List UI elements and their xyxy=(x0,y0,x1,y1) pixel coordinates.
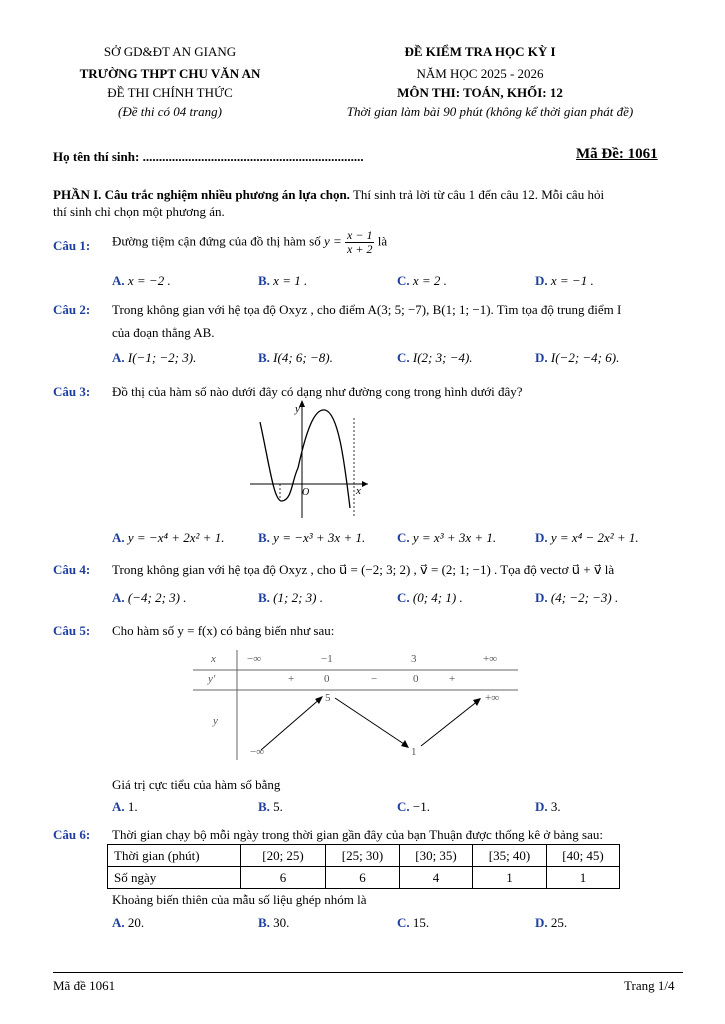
q4-option-c[interactable]: C. (0; 4; 1) . xyxy=(397,590,463,605)
q1-fraction: $\frac{x - 1}{x + 2}$ xyxy=(347,228,373,256)
q1-text: Đường tiệm cận đứng của đồ thị hàm số y = $\frac{x - 1}{x + 2}$ là xyxy=(112,228,388,256)
footer-divider xyxy=(53,972,683,973)
axis-x-label: x xyxy=(356,485,361,497)
q1-option-c[interactable]: C. x = 2 . xyxy=(397,273,447,288)
variation-table-lines xyxy=(193,650,518,760)
q5-text: Cho hàm số y = f(x) có bảng biến như sau: xyxy=(112,623,335,638)
q6-question: Khoảng biến thiên của mẫu số liệu ghép nhóm là xyxy=(112,892,367,907)
variation-table: x y' y −∞ −1 3 +∞ + 0 − 0 + 5 +∞ −∞ 1 xyxy=(193,650,518,760)
q4-option-b[interactable]: B. (1; 2; 3) . xyxy=(258,590,323,605)
part1-desc: Thí sinh trả lời từ câu 1 đến câu 12. Mỗi câu hỏi xyxy=(349,187,605,202)
q6-option-b[interactable]: B. 30. xyxy=(258,915,290,930)
exam-title: ĐỀ KIỂM TRA HỌC KỲ I xyxy=(404,44,556,59)
q5-option-d[interactable]: D. 3. xyxy=(535,799,561,814)
exam-code: Mã Đề: 1061 xyxy=(576,146,658,162)
x-axis-arrow xyxy=(362,481,368,487)
part1-title: PHẦN I. Câu trắc nghiệm nhiều phương án lựa chọn. xyxy=(53,187,350,202)
part1-desc2: thí sinh chỉ chọn một phương án. xyxy=(53,204,225,219)
footer-exam-code: Mã đề 1061 xyxy=(53,978,116,993)
q4-option-d[interactable]: D. (4; −2; −3) . xyxy=(535,590,619,605)
q3-option-c[interactable]: C. y = x³ + 3x + 1. xyxy=(397,530,497,545)
q5-option-b[interactable]: B. 5. xyxy=(258,799,283,814)
q1-option-a[interactable]: A. x = −2 . xyxy=(112,273,171,288)
time-limit: Thời gian làm bài 90 phút (không kể thời gian phát đề) xyxy=(346,104,634,119)
table-row: Thời gian (phút) [20; 25) [25; 30) [30; 35) [35; 40) [40; 45) xyxy=(108,845,620,867)
footer-page-number: Trang 1/4 xyxy=(624,978,675,993)
origin-label: O xyxy=(302,487,310,498)
axis-y-label: y xyxy=(295,403,300,415)
q6-option-d[interactable]: D. 25. xyxy=(535,915,568,930)
dept-name: SỞ GD&ĐT AN GIANG xyxy=(103,44,237,59)
q1-option-d[interactable]: D. x = −1 . xyxy=(535,273,594,288)
q4-option-a[interactable]: A. (−4; 2; 3) . xyxy=(112,590,187,605)
part1-intro xyxy=(53,187,604,203)
q2-option-c[interactable]: C. I(2; 3; −4). xyxy=(397,350,473,365)
q4-text: Trong không gian với hệ tọa độ Oxyz , cho u⃗ = (−2; 3; 2) , v⃗ = (2; 1; −1) . Tọa độ vectơ u⃗ + v⃗ là xyxy=(112,562,615,577)
q5-option-a[interactable]: A. 1. xyxy=(112,799,138,814)
q2-option-d[interactable]: D. I(−2; −4; 6). xyxy=(535,350,620,365)
school-year: NĂM HỌC 2025 - 2026 xyxy=(416,66,544,81)
q6-text: Thời gian chạy bộ mỗi ngày trong thời gian gần đây của bạn Thuận được thống kê ở bảng sau: xyxy=(112,827,603,842)
table-row: Số ngày 6 6 4 1 1 xyxy=(108,867,620,889)
y-axis-arrow xyxy=(299,400,305,407)
q6-label: Câu 6: xyxy=(53,827,91,842)
q6-option-a[interactable]: A. 20. xyxy=(112,915,145,930)
subject: MÔN THI: TOÁN, KHỐI: 12 xyxy=(397,85,563,100)
page-count: (Đề thi có 04 trang) xyxy=(118,104,222,119)
q3-text: Đồ thị của hàm số nào dưới đây có dạng như đường cong trong hình dưới đây? xyxy=(112,384,523,399)
q4-label: Câu 4: xyxy=(53,562,91,577)
q1-option-b[interactable]: B. x = 1 . xyxy=(258,273,308,288)
q3-label: Câu 3: xyxy=(53,384,91,399)
student-name-label: Họ tên thí sinh: .................................................................... xyxy=(53,149,364,164)
q6-option-c[interactable]: C. 15. xyxy=(397,915,430,930)
q6-data-table xyxy=(107,844,620,889)
q2-label: Câu 2: xyxy=(53,302,91,317)
q5-option-c[interactable]: C. −1. xyxy=(397,799,430,814)
q2-option-b[interactable]: B. I(4; 6; −8). xyxy=(258,350,333,365)
exam-type: ĐỀ THI CHÍNH THỨC xyxy=(107,85,233,100)
q1-label: Câu 1: xyxy=(53,238,91,253)
q2-option-a[interactable]: A. I(−1; −2; 3). xyxy=(112,350,197,365)
school-name: TRƯỜNG THPT CHU VĂN AN xyxy=(79,66,261,81)
q2-text-line2: của đoạn thẳng AB. xyxy=(112,325,215,340)
q3-graph xyxy=(250,398,370,520)
q3-option-a[interactable]: A. y = −x⁴ + 2x² + 1. xyxy=(112,530,225,545)
q2-text-line1: Trong không gian với hệ tọa độ Oxyz , cho điểm A(3; 5; −7), B(1; 1; −1). Tìm tọa độ trung điểm I xyxy=(112,302,622,317)
q5-question: Giá trị cực tiểu của hàm số bằng xyxy=(112,777,281,792)
q3-option-b[interactable]: B. y = −x³ + 3x + 1. xyxy=(258,530,366,545)
student-name-dots: .................................................................... xyxy=(142,149,364,164)
q5-label: Câu 5: xyxy=(53,623,91,638)
q3-option-d[interactable]: D. y = x⁴ − 2x² + 1. xyxy=(535,530,639,545)
